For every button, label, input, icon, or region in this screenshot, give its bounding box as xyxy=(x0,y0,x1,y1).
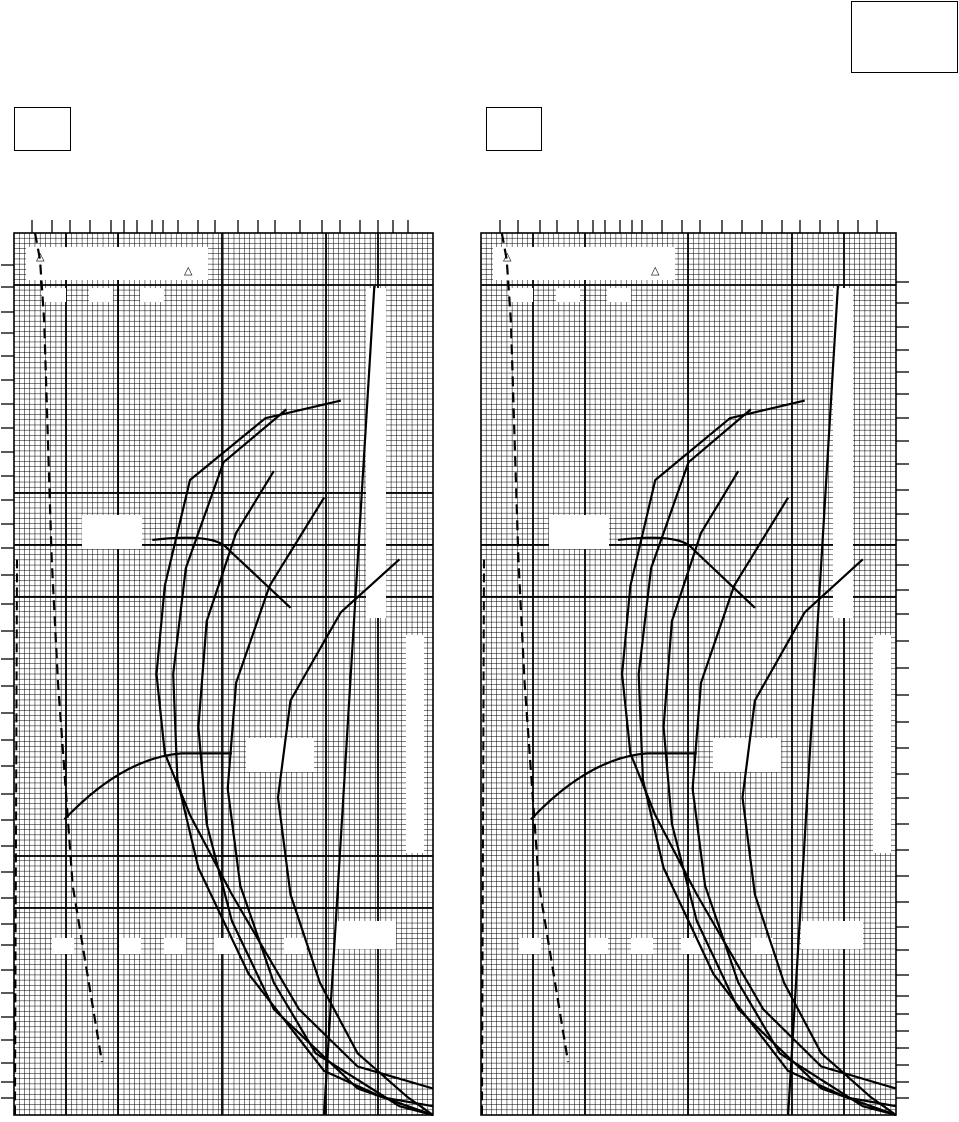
tick-label-box xyxy=(284,938,306,954)
side-label-box xyxy=(366,288,386,618)
side-label-box xyxy=(833,288,853,618)
tick-label-box xyxy=(519,938,541,954)
label-box xyxy=(82,515,142,549)
tick-label-box xyxy=(586,938,608,954)
label-box xyxy=(246,738,314,772)
legend-box xyxy=(493,247,675,280)
connector-line-lower xyxy=(64,753,232,819)
tick-label-box xyxy=(140,288,164,302)
label-box xyxy=(334,921,396,949)
note-marker: △ xyxy=(651,265,660,277)
tick-label-box xyxy=(89,288,113,302)
tick-label-box xyxy=(119,938,141,954)
connector-line-lower xyxy=(531,753,697,819)
tick-label-box xyxy=(607,288,631,302)
tick-label-box xyxy=(52,938,74,954)
side-label-box xyxy=(873,635,891,853)
legend-box xyxy=(26,247,208,280)
series-line-3 xyxy=(664,471,896,1115)
note-marker: △ xyxy=(184,265,193,277)
tick-label-box xyxy=(164,938,186,954)
label-box xyxy=(549,515,609,549)
side-label-box xyxy=(406,635,424,853)
tick-label-box xyxy=(42,288,66,302)
legend-marker: △ xyxy=(503,251,512,263)
legend-marker: △ xyxy=(36,251,45,263)
series-line-3 xyxy=(198,471,433,1115)
tick-label-box xyxy=(556,288,580,302)
tick-label-box xyxy=(631,938,653,954)
tick-label-box xyxy=(509,288,533,302)
label-box xyxy=(801,921,863,949)
